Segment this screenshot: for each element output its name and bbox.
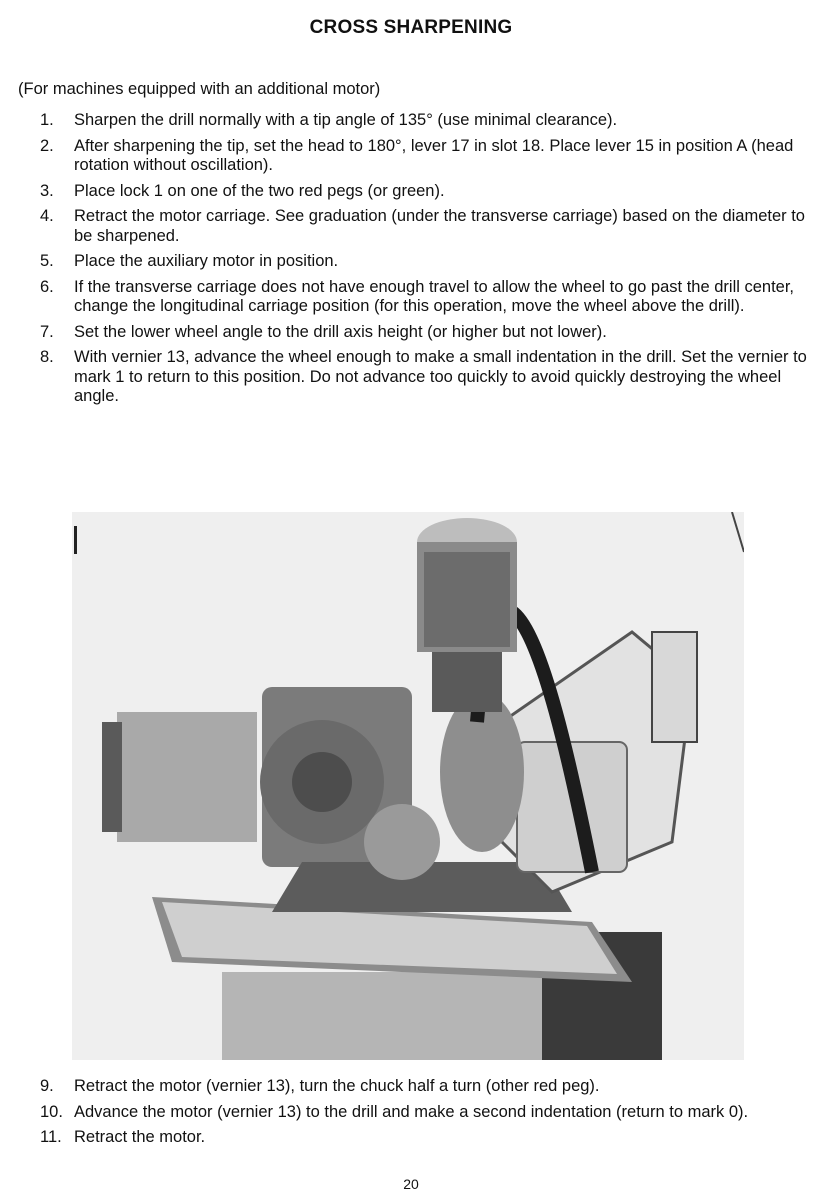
page-number: 20 [403, 1176, 419, 1192]
list-item [40, 348, 810, 407]
step-number: 6. [40, 277, 54, 296]
step-number: 7. [40, 322, 54, 341]
step-text: Retract the motor (vernier 13), turn the chuck half a turn (other red peg). [74, 1077, 600, 1095]
page-title: CROSS SHARPENING [309, 17, 513, 38]
step-text: Retract the motor. [74, 1128, 206, 1146]
machine-illustration [72, 512, 744, 1060]
step-text: Place the auxiliary motor in position. [74, 252, 339, 270]
list-item [40, 1103, 810, 1123]
step-text: Retract the motor carriage. See graduation (under the transverse carriage) based on the diameter to be sharpened. [74, 207, 805, 245]
list-item [40, 252, 810, 272]
step-text: After sharpening the tip, set the head to 180°, lever 17 in slot 18. Place lever 15 in position A (head rotation without oscillation). [74, 136, 794, 174]
list-item [40, 182, 810, 202]
intro-text: (For machines equipped with an additional motor) [18, 80, 381, 98]
list-item [40, 1128, 810, 1148]
step-text: If the transverse carriage does not have enough travel to allow the wheel to go past the drill center, change the longitudinal carriage position (for this operation, move the wheel above the drill). [74, 277, 795, 315]
step-text: Sharpen the drill normally with a tip angle of 135° (use minimal clearance). [74, 111, 618, 129]
list-item [40, 111, 810, 131]
step-number: 11. [40, 1128, 62, 1146]
step-number: 5. [40, 252, 54, 270]
step-number: 10. [40, 1102, 63, 1121]
list-item [40, 207, 810, 246]
step-number: 3. [40, 181, 54, 200]
step-number: 1. [40, 111, 54, 129]
step-number: 2. [40, 136, 54, 155]
step-text: Advance the motor (vernier 13) to the drill and make a second indentation (return to mark 0). [74, 1102, 749, 1121]
list-item [40, 1077, 810, 1097]
machine-photo [72, 512, 744, 1060]
step-number: 4. [40, 207, 54, 225]
list-item [40, 137, 810, 176]
step-number: 9. [40, 1077, 54, 1095]
step-number: 8. [40, 348, 54, 366]
step-text: Set the lower wheel angle to the drill axis height (or higher but not lower). [74, 322, 607, 341]
steps-list-bottom [40, 1077, 810, 1154]
list-item [40, 323, 810, 343]
step-text: Place lock 1 on one of the two red pegs (or green). [74, 181, 445, 200]
steps-list-top [40, 111, 810, 413]
step-text: With vernier 13, advance the wheel enough to make a small indentation in the drill. Set the vernier to mark 1 to return to this position. Do not advance too quickly to avoid quickly destroying the wheel angle. [74, 348, 807, 405]
list-item [40, 278, 810, 317]
